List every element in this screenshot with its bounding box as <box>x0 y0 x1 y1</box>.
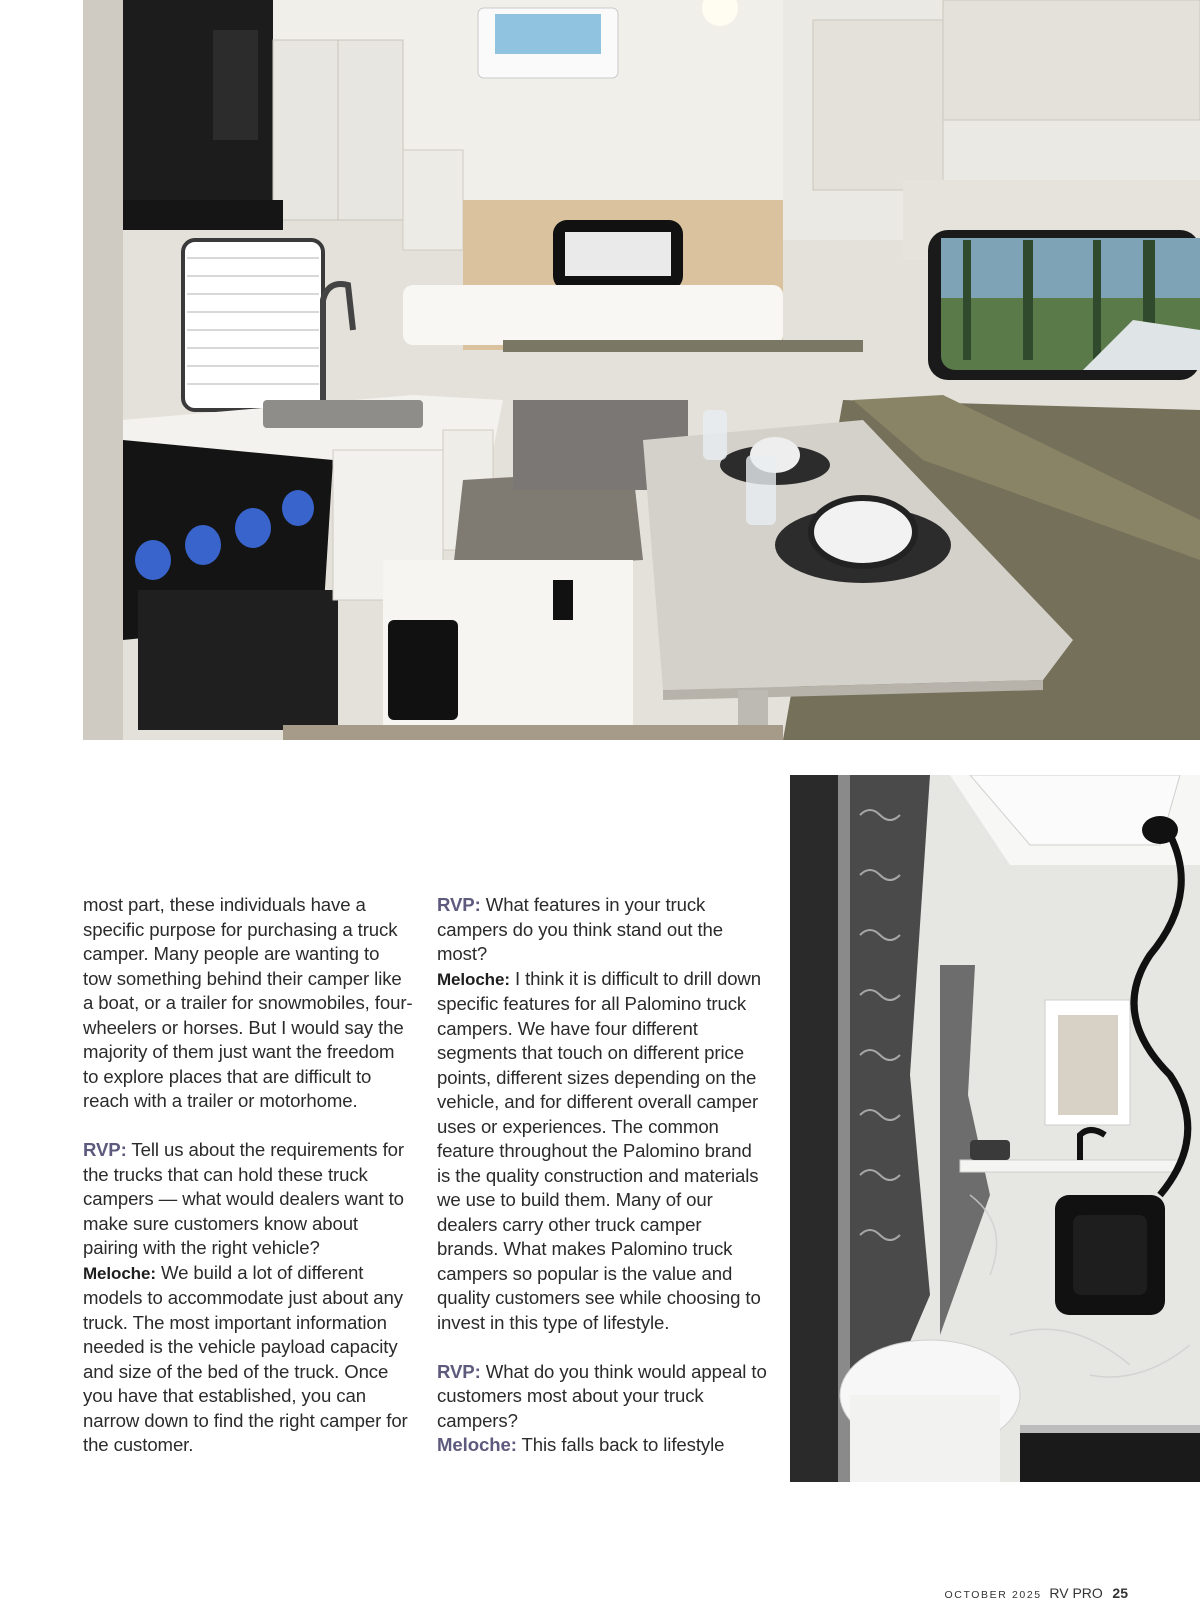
answer-text: I think it is difficult to drill down specific features for all Palomino truck campers. We have four different segments that touch on different price points, different sizes depending on the vehicle, and for different overall camper uses or experiences. The common feature throughout the Palomino brand is the quality construction and materials we use to build them. Many of our dealers carry other truck camper brands. What makes Palomino truck campers so popular is the value and quality customers see while choosing to invest in this type of lifestyle. <box>437 967 762 1333</box>
answer-text: We build a lot of different models to accommodate just about any truck. The most important information needed is the vehicle payload capacity and size of the bed of the truck. Once you have that established, you can narrow down to find the right camper for the customer. <box>83 1261 408 1455</box>
interviewer-tag: RVP: <box>437 1360 481 1382</box>
interviewee-tag: Meloche: <box>437 969 510 989</box>
article-paragraph <box>437 1360 767 1458</box>
question-text: What features in your truck campers do you think stand out the most? <box>437 894 724 964</box>
article-left-column <box>83 893 413 1458</box>
interviewee-tag: Meloche: <box>437 1434 517 1455</box>
article-middle-column <box>437 893 767 1458</box>
answer-text: This falls back to lifestyle <box>516 1434 725 1455</box>
camper-bathroom-illustration <box>790 775 1200 1482</box>
article-paragraph <box>83 893 413 1114</box>
page-folio <box>945 1585 1128 1601</box>
question-text: What do you think would appeal to customers most about your truck campers? <box>437 1360 767 1431</box>
camper-interior-illustration <box>83 0 1200 740</box>
interviewer-tag: RVP: <box>83 1139 127 1160</box>
camper-bathroom-photo <box>790 775 1200 1482</box>
magazine-name: RV PRO <box>1049 1585 1103 1601</box>
article-paragraph <box>83 1138 413 1458</box>
interviewee-tag: Meloche: <box>83 1263 156 1283</box>
camper-interior-photo <box>83 0 1200 740</box>
issue-month: OCTOBER 2025 <box>944 1589 1042 1601</box>
interviewer-tag: RVP: <box>437 894 481 915</box>
page-number: 25 <box>1112 1585 1128 1601</box>
body-text: most part, these individuals have a specific purpose for purchasing a truck camper. Many people are wanting to tow something behind their camper like a boat, or a trailer for snowmobiles, four-wheelers or horses. But I would say the majority of them just want the freedom to explore places that are difficult to reach with a trailer or motorhome. <box>83 894 413 1111</box>
question-text: Tell us about the requirements for the trucks that can hold these truck campers — what would dealers want to make sure customers know about pairing with the right vehicle? <box>83 1139 404 1258</box>
article-paragraph <box>437 893 767 1335</box>
